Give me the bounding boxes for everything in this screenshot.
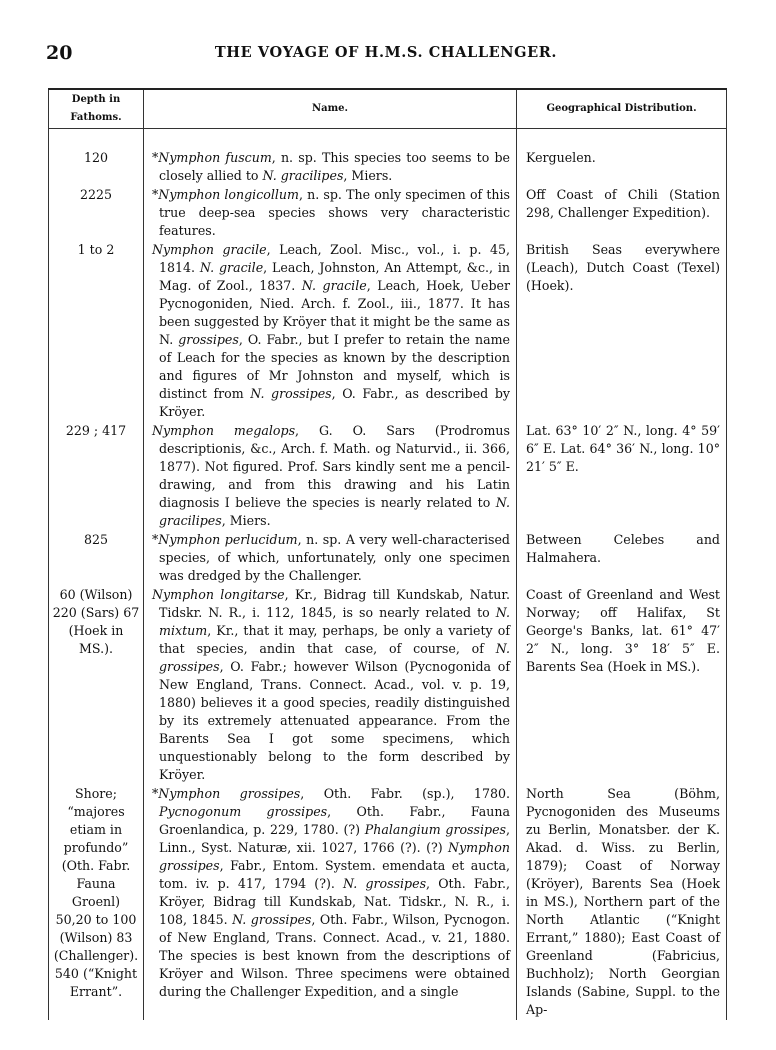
table-row (49, 422, 727, 531)
name-text: , Leach, Hoek, Ueber Pycnogoniden, Nied. Arch. f. Zool., iii., 1877. It has been suggested by Kröyer that it might be the same as N. (159, 278, 510, 347)
depth-cell: 120 (49, 129, 144, 187)
name-text: * (152, 150, 159, 165)
name-text: , n. sp. The only specimen of this true deep-sea species shows very characteristic features. (159, 187, 511, 238)
taxon-name: N. gracilipes (159, 495, 510, 528)
taxon-name: Nymphon perlucidum (158, 532, 298, 547)
species-entry (152, 186, 510, 240)
table-row (49, 186, 727, 241)
name-text: , Miers. (221, 513, 271, 528)
table-row (49, 586, 727, 785)
species-entry (152, 785, 510, 1001)
depth-cell: 2225 (49, 186, 144, 241)
distribution-cell: Off Coast of Chili (Station 298, Challenger Expedition). (517, 186, 727, 241)
table-row (49, 129, 727, 187)
taxon-name: Nymphon longitarse (152, 587, 285, 602)
depth-cell: 825 (49, 531, 144, 586)
name-text: , O. Fabr., but I prefer to retain the name of Leach for the species as known by the description and figures of Mr Johnston and myself, which is distinct from (159, 332, 510, 401)
column-header-name: Name. (144, 89, 517, 129)
name-text: , Oth. Fabr., Wilson, Pycnogon. of New England, Trans. Connect. Acad., v. 21, 1880. The species is best known from the descriptions of Kröyer and Wilson. Three specimens were obtained during the Challenger Expedition, and a single (159, 912, 510, 999)
name-text: , Kr., Bidrag till Kundskab, Natur. Tidskr. N. R., i. 112, 1845, is so nearly related to (159, 587, 510, 620)
taxon-name: Nymphon gracile (152, 242, 267, 257)
taxon-name: N. gracile (301, 278, 367, 293)
taxon-name: Nymphon grossipes (159, 840, 510, 873)
name-text: , Fabr., Entom. System. emendata et aucta, tom. iv. p. 417, 1794 (?). (159, 858, 510, 891)
column-header-depth: Depth in Fathoms. (49, 89, 144, 129)
table-row (49, 785, 727, 1020)
page-number: 20 (46, 42, 73, 64)
species-name-cell (144, 129, 517, 187)
name-text: , Oth. Fabr. (sp.), 1780. (300, 786, 510, 801)
species-name-cell (144, 422, 517, 531)
taxon-name: Pycnogonum grossipes (159, 804, 328, 819)
distribution-cell: Between Celebes and Halmahera. (517, 531, 727, 586)
distribution-cell: British Seas everywhere (Leach), Dutch Coast (Texel) (Hoek). (517, 241, 727, 422)
name-text: , G. O. Sars (Prodromus descriptionis, &c., Arch. f. Math. og Naturvid., ii. 366, 1877). Not figured. Prof. Sars kindly sent me a pencil-drawing, and from this drawing and his Latin diagnosis I believe the species is nearly related to (159, 423, 511, 510)
name-text: , Leach, Johnston, An Attempt, &c., in Mag. of Zool., 1837. (159, 260, 511, 293)
species-entry (152, 586, 510, 784)
name-text: * (152, 786, 159, 801)
species-entry (152, 531, 510, 585)
species-entry (152, 149, 510, 185)
species-name-cell (144, 186, 517, 241)
taxon-name: N. grossipes (343, 876, 427, 891)
species-entry (152, 422, 510, 530)
distribution-cell: Coast of Greenland and West Norway; off Halifax, St George's Banks, lat. 61° 47′ 2″ N., long. 3° 18′ 5″ E. Barents Sea (Hoek in MS.). (517, 586, 727, 785)
name-text: , Leach, Zool. Misc., vol., i. p. 45, 1814. (159, 242, 510, 275)
distribution-cell: North Sea (Böhm, Pycnogoniden des Museums zu Berlin, Monatsber. der K. Akad. d. Wiss. zu Berlin, 1879); Coast of Norway (Kröyer), Barents Sea (Hoek in MS.), Northern part of the North Atlantic (“Knight Errant,” 1880); East Coast of Greenland (Fabricius, Buchholz); North Georgian Islands (Sabine, Suppl. to the Ap- (517, 785, 727, 1020)
taxon-name: Phalangium grossipes (364, 822, 506, 837)
page-header (46, 42, 726, 66)
taxon-name: N. gracile (199, 260, 264, 275)
taxon-name: N. grossipes (159, 641, 510, 674)
taxon-name: N. gracilipes (262, 168, 344, 183)
taxon-name: Nymphon grossipes (158, 786, 301, 801)
name-text: , Oth. Fabr., Fauna Groenlandica, p. 229, 1780. (?) (159, 804, 510, 837)
taxon-name: N. mixtum (159, 605, 510, 638)
taxon-name: grossipes (178, 332, 239, 347)
name-text: , Oth. Fabr., Kröyer, Bidrag till Kundskab, Nat. Tidskr., N. R., i. 108, 1845. (159, 876, 510, 927)
column-header-distribution: Geographical Distribution. (517, 89, 727, 129)
name-text: * (152, 187, 159, 202)
species-entry (152, 241, 510, 421)
name-text: , n. sp. A very well-characterised species, of which, unfortunately, only one specimen was dredged by the Challenger. (159, 532, 510, 583)
taxon-name: Nymphon longicollum (158, 187, 299, 202)
depth-cell: 60 (Wilson) 220 (Sars) 67 (Hoek in MS.). (49, 586, 144, 785)
running-title: THE VOYAGE OF H.M.S. CHALLENGER. (214, 44, 558, 61)
species-name-cell (144, 586, 517, 785)
name-text: , O. Fabr.; however Wilson (Pycnogonida of New England, Trans. Connect. Acad., vol. v. p. 19, 1880) believes it a good species, readily distinguished by its extremely attenuated appearance. From the Barents Sea I got some specimens, which unquestionably belong to the form described by Kröyer. (159, 659, 510, 782)
table-row (49, 241, 727, 422)
depth-cell: 229 ; 417 (49, 422, 144, 531)
name-text: , Miers. (343, 168, 393, 183)
depth-cell: Shore; “majores etiam in profundo” (Oth. Fabr. Fauna Groenl) 50,20 to 100 (Wilson) 83 (Challenger). 540 (“Knight Errant”. (49, 785, 144, 1020)
name-text: , n. sp. This species too seems to be closely allied to (159, 150, 510, 183)
distribution-cell: Kerguelen. (517, 129, 727, 187)
name-text: * (152, 532, 159, 547)
species-table (48, 88, 727, 1020)
table-header-row (49, 89, 727, 129)
table-row (49, 531, 727, 586)
taxon-name: N. grossipes (250, 386, 332, 401)
taxon-name: Nymphon fuscum (158, 150, 272, 165)
name-text: , Kr., that it may, perhaps, be only a variety of that species, andin that case, of course, of (159, 623, 510, 656)
distribution-cell: Lat. 63° 10′ 2″ N., long. 4° 59′ 6″ E. Lat. 64° 36′ N., long. 10° 21′ 5″ E. (517, 422, 727, 531)
name-text: , Linn., Syst. Naturæ, xii. 1027, 1766 (?). (?) (159, 822, 510, 855)
depth-cell: 1 to 2 (49, 241, 144, 422)
species-name-cell (144, 241, 517, 422)
species-name-cell (144, 531, 517, 586)
taxon-name: N. grossipes (232, 912, 312, 927)
species-name-cell (144, 785, 517, 1020)
taxon-name: Nymphon megalops (152, 423, 296, 438)
name-text: , O. Fabr., as described by Kröyer. (159, 386, 510, 419)
